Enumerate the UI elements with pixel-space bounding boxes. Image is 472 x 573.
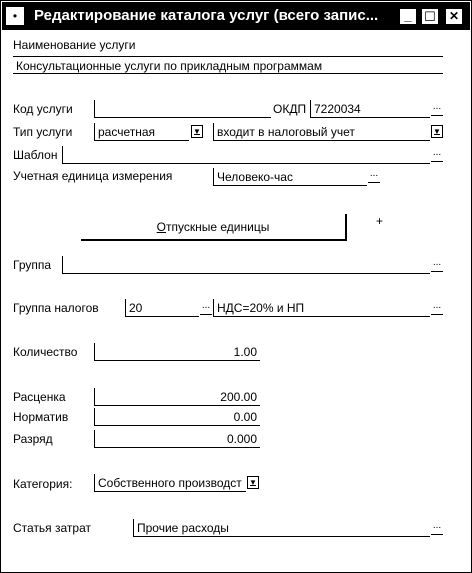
minimize-button[interactable]: [399, 8, 417, 25]
release-units-accel: О: [156, 220, 167, 234]
group-label: Группа: [13, 258, 52, 272]
release-units-button[interactable]: [81, 214, 347, 241]
maximize-button[interactable]: [421, 8, 439, 25]
maximize-icon: ☐: [424, 9, 436, 24]
price-field[interactable]: 200.00: [94, 388, 260, 406]
quantity-field[interactable]: 1.00: [94, 343, 260, 361]
tax-group-code-field[interactable]: 20: [125, 299, 199, 317]
norm-field[interactable]: 0.00: [94, 408, 260, 426]
service-code-field[interactable]: [94, 100, 271, 118]
template-label: Шаблон: [13, 148, 58, 162]
grade-label: Разряд: [13, 432, 53, 446]
category-dropdown-icon[interactable]: ▼: [247, 476, 259, 489]
service-type-select[interactable]: расчетная: [94, 123, 189, 141]
release-units-label: тпускные единицы: [166, 220, 270, 234]
plus-indicator[interactable]: +: [376, 214, 384, 228]
category-select[interactable]: Собственного производст: [94, 474, 246, 492]
tax-group-label: Группа налогов: [13, 301, 99, 315]
template-field[interactable]: [62, 146, 430, 164]
group-field[interactable]: [62, 256, 430, 274]
service-type-label: Тип услуги: [13, 125, 73, 139]
tax-group-code-ellipsis-button[interactable]: ...: [200, 301, 212, 315]
tax-group-name-field[interactable]: НДС=20% и НП: [213, 299, 430, 317]
cost-item-ellipsis-button[interactable]: ...: [431, 521, 443, 535]
tax-group-name-ellipsis-button[interactable]: ...: [431, 301, 443, 315]
minimize-icon: _: [404, 8, 412, 23]
grade-field[interactable]: 0.000: [94, 430, 260, 448]
system-menu-icon[interactable]: •: [6, 7, 24, 25]
okdp-ellipsis-button[interactable]: ...: [431, 102, 443, 116]
cost-item-field[interactable]: Прочие расходы: [133, 519, 430, 537]
service-name-field[interactable]: Консультационные услуги по прикладным программам: [13, 56, 443, 74]
service-type-dropdown-icon[interactable]: ▼: [191, 125, 203, 138]
unit-label: Учетная единица измерения: [13, 169, 173, 183]
okdp-field[interactable]: 7220034: [310, 100, 430, 118]
tax-accounting-dropdown-icon[interactable]: ▼: [431, 125, 443, 138]
group-ellipsis-button[interactable]: ...: [431, 258, 443, 272]
service-code-label: Код услуги: [13, 102, 73, 116]
close-button[interactable]: [445, 8, 463, 25]
cost-item-label: Статья затрат: [13, 521, 92, 535]
title-bar: [2, 2, 470, 30]
unit-field[interactable]: Человеко-час: [213, 168, 367, 186]
okdp-label: ОКДП: [273, 102, 307, 116]
window-title: Редактирование каталога услуг (всего запис...: [34, 7, 379, 24]
template-ellipsis-button[interactable]: ...: [431, 148, 443, 162]
close-icon: ✕: [448, 9, 460, 23]
category-label: Категория:: [13, 477, 73, 491]
price-label: Расценка: [13, 390, 66, 404]
quantity-label: Количество: [13, 345, 78, 359]
service-name-label: Наименование услуги: [13, 38, 136, 52]
norm-label: Норматив: [13, 410, 69, 424]
unit-ellipsis-button[interactable]: ...: [368, 169, 380, 183]
tax-accounting-select[interactable]: входит в налоговый учет: [213, 123, 430, 141]
